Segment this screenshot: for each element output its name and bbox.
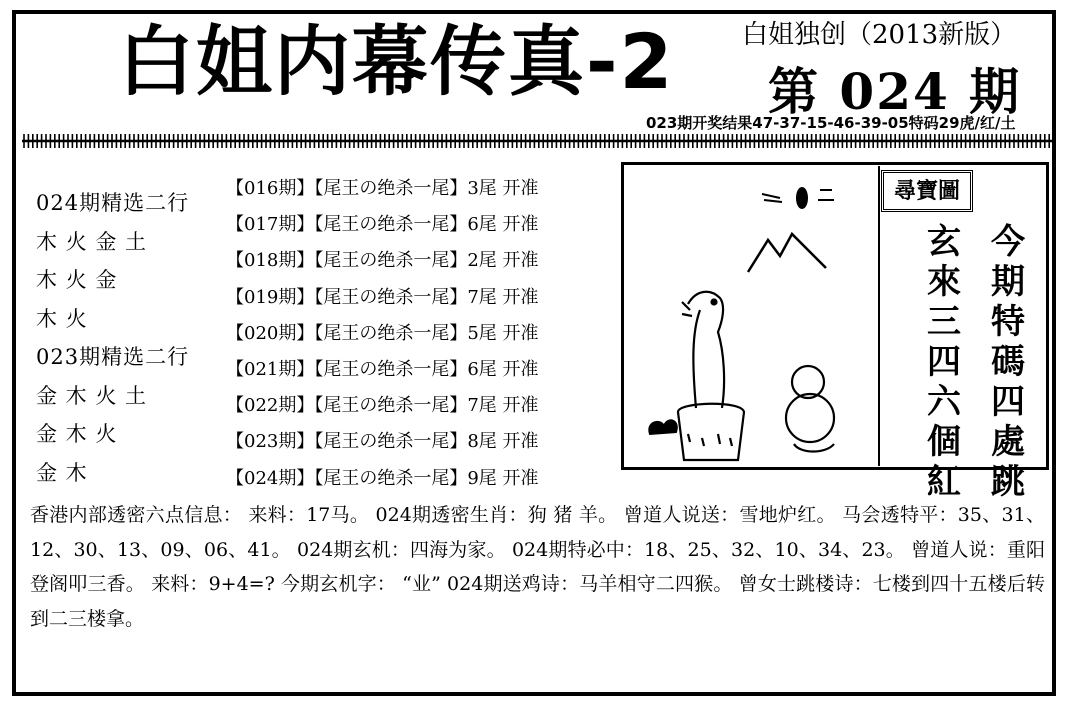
tail-history-row: 【023期】【尾王の绝杀一尾】8尾 开准 — [226, 431, 539, 453]
tail-history-row: 【018期】【尾王の绝杀一尾】2尾 开准 — [226, 250, 539, 272]
tail-history-row: 【019期】【尾王の绝杀一尾】7尾 开准 — [226, 286, 539, 308]
riddle-char: 今 — [991, 222, 1025, 262]
picks-column — [36, 184, 189, 492]
riddle-char: 跳 — [991, 462, 1025, 502]
bush-sketch — [649, 420, 677, 434]
tail-history-row: 【024期】【尾王の绝杀一尾】9尾 开准 — [226, 467, 539, 489]
issue-number: 第 024 期 — [768, 62, 1022, 121]
treasure-map-drawing — [630, 172, 870, 462]
picks-heading: 024期精选二行 — [36, 191, 190, 215]
picks-line: 木 火 — [36, 306, 88, 331]
riddle-char: 六 — [927, 382, 961, 422]
tail-history-row: 【021期】【尾王の绝杀一尾】6尾 开准 — [226, 358, 539, 380]
picks-heading: 023期精选二行 — [36, 345, 190, 369]
riddle-char: 來 — [927, 262, 961, 302]
riddle-char: 四 — [991, 382, 1025, 422]
riddle-char: 玄 — [927, 222, 961, 262]
decorative-rule — [22, 133, 1052, 149]
picks-line: 木 火 金 — [36, 268, 118, 292]
potted-figure — [678, 292, 744, 460]
round-figure — [786, 366, 834, 452]
info-paragraph: 香港内部透密六点信息： 来料：17马。 024期透密生肖：狗 猪 羊。 曾道人说送：雪地炉红。 马会透特平：35、31、12、30、13、09、06、41。 024期玄机：四海为家。 024期特必中：18、25、32、10、34、23。 曾道人说：重阳登阁叩三香。 来料：9+4=? 今期玄机字： “业” 024期送鸡诗：马羊相守二四猴。 曾女士跳楼诗：七楼到四十五楼后转到二三楼拿。 — [30, 504, 1045, 630]
tail-history-row: 【017期】【尾王の绝杀一尾】6尾 开准 — [226, 214, 539, 236]
picks-line: 金 木 — [36, 460, 88, 485]
picks-line: 金 木 火 土 — [36, 383, 148, 408]
last-result: 023期开奖结果47-37-15-46-39-05特码29虎/红/土 — [646, 114, 1016, 132]
riddle-column-2 — [924, 222, 964, 502]
treasure-label: 尋寶圖 — [881, 170, 973, 212]
riddle-char: 三 — [927, 302, 961, 342]
riddle-char: 期 — [991, 262, 1025, 302]
mountain-sketch — [748, 234, 826, 272]
tail-history-row: 【022期】【尾王の绝杀一尾】7尾 开准 — [226, 395, 539, 417]
riddle-char: 處 — [991, 422, 1025, 462]
edition-label: 白姐独创（2013新版） — [742, 20, 1017, 50]
riddle-char: 紅 — [927, 462, 961, 502]
picks-line: 木 火 金 土 — [36, 229, 148, 254]
tail-history-row: 【020期】【尾王の绝杀一尾】5尾 开准 — [226, 322, 539, 344]
sun-symbol — [762, 188, 834, 208]
riddle-char: 四 — [927, 342, 961, 382]
tail-history-list — [226, 171, 539, 497]
page-title: 白姐内幕传真-2 — [118, 17, 675, 106]
picks-line: 金 木 火 — [36, 422, 118, 446]
riddle-column-1 — [988, 222, 1028, 502]
riddle-char: 碼 — [991, 342, 1025, 382]
riddle-char: 個 — [927, 422, 961, 462]
tail-history-row: 【016期】【尾王の绝杀一尾】3尾 开准 — [226, 178, 539, 199]
treasure-divider — [878, 166, 880, 466]
riddle-char: 特 — [991, 302, 1025, 342]
